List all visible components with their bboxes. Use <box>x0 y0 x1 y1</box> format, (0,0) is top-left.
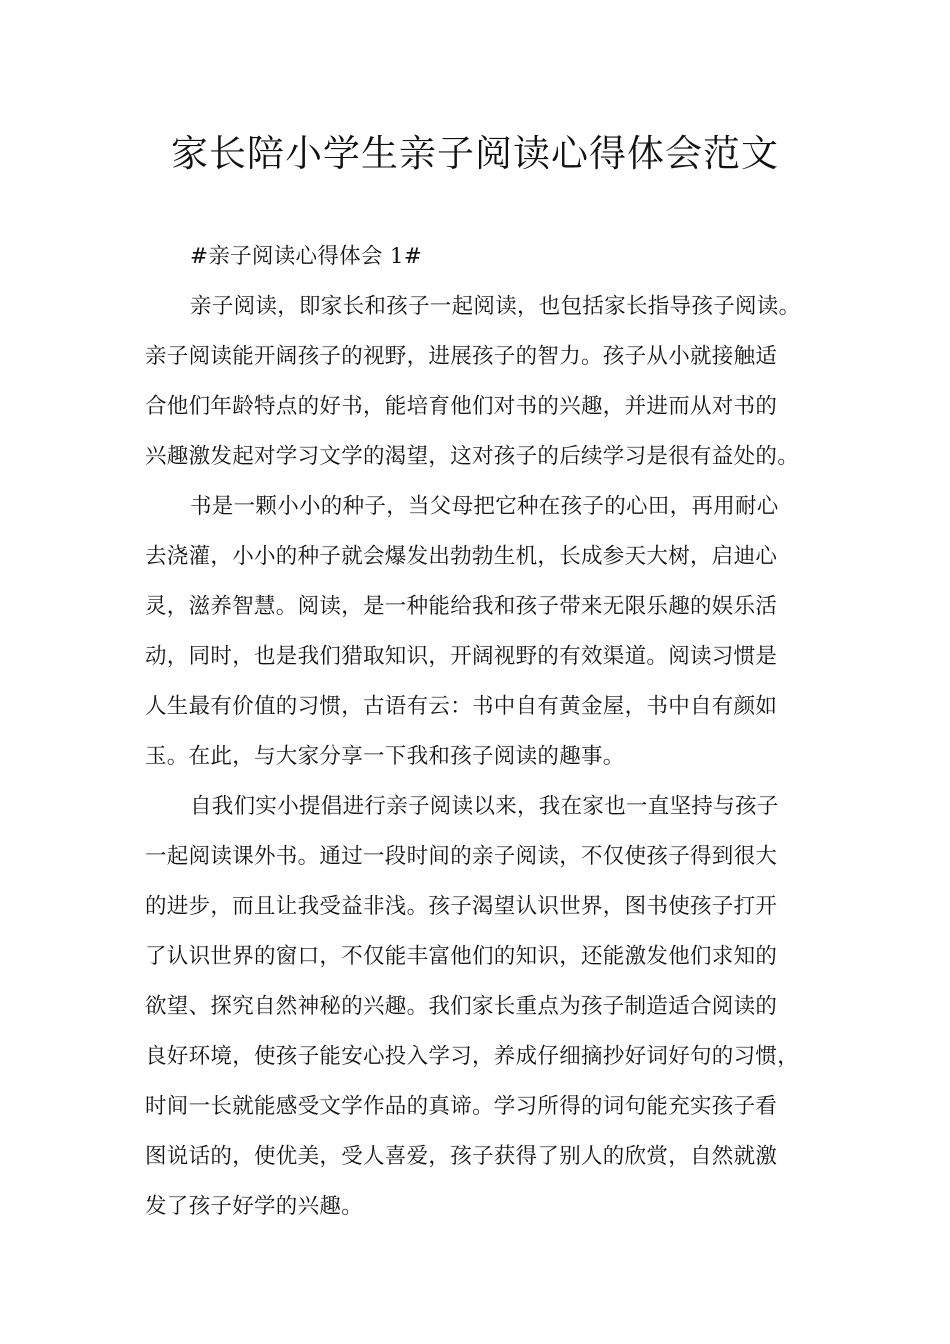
paragraph-1-line-2: 亲子阅读能开阔孩子的视野，进展孩子的智力。孩子从小就接触适 <box>145 344 778 369</box>
paragraph-3-line-3: 的进步，而且让我受益非浅。孩子渴望认识世界，图书使孩子打开 <box>145 894 778 919</box>
document-title: 家长陪小学生亲子阅读心得体会范文 <box>171 132 779 175</box>
paragraph-3-line-4: 了认识世界的窗口，不仅能丰富他们的知识，还能激发他们求知的 <box>145 944 778 969</box>
paragraph-3-line-6: 良好环境，使孩子能安心投入学习，养成仔细摘抄好词好句的习惯， <box>145 1044 800 1069</box>
paragraph-1-line-1: 亲子阅读，即家长和孩子一起阅读，也包括家长指导孩子阅读。 <box>190 294 801 319</box>
paragraph-2-line-6: 玉。在此，与大家分享一下我和孩子阅读的趣事。 <box>145 744 625 769</box>
document-body <box>145 232 810 1232</box>
paragraph-3-line-2: 一起阅读课外书。通过一段时间的亲子阅读，不仅使孩子得到很大 <box>145 844 778 869</box>
paragraph-3-line-7: 时间一长就能感受文学作品的真谛。学习所得的词句能充实孩子看 <box>145 1094 778 1119</box>
section-heading: #亲子阅读心得体会 1# <box>190 244 423 269</box>
paragraph-1-line-3: 合他们年龄特点的好书，能培育他们对书的兴趣，并进而从对书的 <box>145 394 778 419</box>
paragraph-3-line-9: 发了孩子好学的兴趣。 <box>145 1194 364 1219</box>
paragraph-3-line-8: 图说话的，使优美，受人喜爱，孩子获得了别人的欣赏，自然就激 <box>145 1144 778 1169</box>
paragraph-3-line-5: 欲望、探究自然神秘的兴趣。我们家长重点为孩子制造适合阅读的 <box>145 994 778 1019</box>
paragraph-2-line-4: 动，同时，也是我们猎取知识，开阔视野的有效渠道。阅读习惯是 <box>145 644 778 669</box>
paragraph-2-line-2: 去浇灌，小小的种子就会爆发出勃勃生机，长成参天大树，启迪心 <box>145 544 778 569</box>
paragraph-1-line-4: 兴趣激发起对学习文学的渴望，这对孩子的后续学习是很有益处的。 <box>145 444 800 469</box>
paragraph-2-line-3: 灵，滋养智慧。阅读，是一种能给我和孩子带来无限乐趣的娱乐活 <box>145 594 778 619</box>
paragraph-3-line-1: 自我们实小提倡进行亲子阅读以来，我在家也一直坚持与孩子 <box>190 794 779 819</box>
paragraph-2-line-5: 人生最有价值的习惯，古语有云：书中自有黄金屋，书中自有颜如 <box>145 694 778 719</box>
paragraph-2-line-1: 书是一颗小小的种子，当父母把它种在孩子的心田，再用耐心 <box>190 494 779 519</box>
